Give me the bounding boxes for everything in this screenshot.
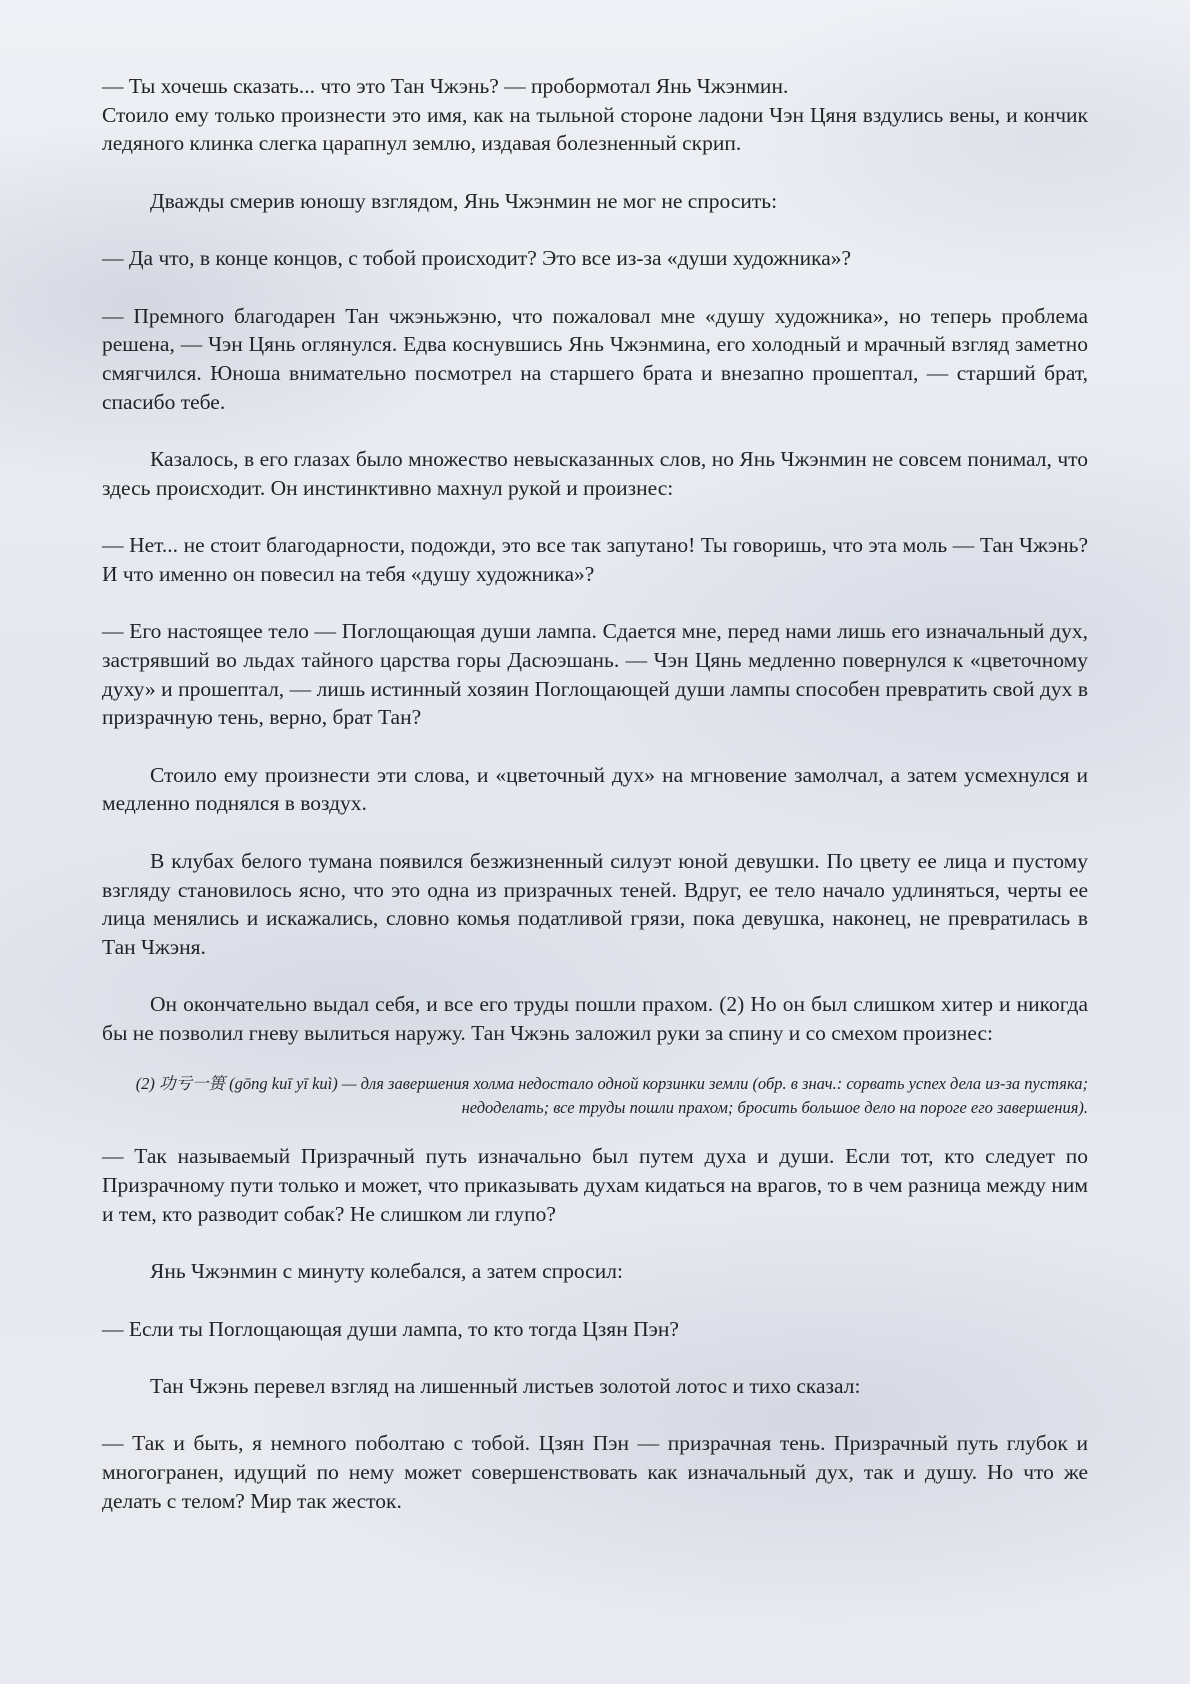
- footnote: (2) 功亏一篑 (gōng kuī yī kuì) — для завершения холма недостало одной корзинки земли (обр. в знач.: сорвать успех дела из-за пустяка; недоделать; все труды пошли прахом; бросить большое дело на пороге его завершения).: [135, 1074, 1088, 1118]
- paragraph: — Его настоящее тело — Поглощающая души лампа. Сдается мне, перед нами лишь его изначальный дух, застрявший во льдах тайного царства горы Дасюэшань. — Чэн Цянь медленно повернулся к «цветочному духу» и прошептал, — лишь истинный хозяин Поглощающей души лампы способен превратить свой дух в призрачную тень, верно, брат Тан?: [102, 619, 1088, 730]
- paragraph: В клубах белого тумана появился безжизненный силуэт юной девушки. По цвету ее лица и пустому взгляду становилось ясно, что это одна из призрачных теней. Вдруг, ее тело начало удлиняться, черты ее лица менялись и искажались, словно комья податливой грязи, пока девушка, наконец, не превратилась в Тан Чжэня.: [102, 848, 1088, 959]
- paragraph: — Если ты Поглощающая души лампа, то кто тогда Цзян Пэн?: [102, 1316, 679, 1341]
- paragraph: — Нет... не стоит благодарности, подожди, это все так запутано! Ты говоришь, что эта моль — Тан Чжэнь? И что именно он повесил на тебя «душу художника»?: [102, 533, 1088, 586]
- paragraph: Он окончательно выдал себя, и все его труды пошли прахом. (2) Но он был слишком хитер и никогда бы не позволил гневу вылиться наружу. Тан Чжэнь заложил руки за спину и со смехом произнес:: [102, 992, 1088, 1046]
- paragraph: Казалось, в его глазах было множество невысказанных слов, но Янь Чжэнмин не совсем понимал, что здесь происходит. Он инстинктивно махнул рукой и произнес:: [102, 447, 1088, 500]
- paragraph: — Да что, в конце концов, с тобой происходит? Это все из-за «души художника»?: [102, 246, 852, 271]
- paragraph: — Так называемый Призрачный путь изначально был путем духа и души. Если тот, кто следует по Призрачному пути только и может, что приказывать духам кидаться на врагов, то в чем разница между ним и тем, кто разводит собак? Не слишком ли глупо?: [102, 1144, 1088, 1226]
- paragraph: Тан Чжэнь перевел взгляд на лишенный листьев золотой лотос и тихо сказал:: [150, 1374, 861, 1399]
- page-body: [102, 72, 1088, 1544]
- paragraph: — Так и быть, я немного поболтаю с тобой. Цзян Пэн — призрачная тень. Призрачный путь глубок и многогранен, идущий по нему может совершенствовать как изначальный дух, так и душу. Но что же делать с телом? Мир так жесток.: [102, 1431, 1088, 1513]
- paragraph: Дважды смерив юношу взглядом, Янь Чжэнмин не мог не спросить:: [150, 188, 778, 213]
- paragraph: Стоило ему только произнести это имя, как на тыльной стороне ладони Чэн Цяня вздулись вены, и кончик ледяного клинка слегка царапнул землю, издавая болезненный скрип.: [102, 102, 1088, 156]
- paragraph: — Премного благодарен Тан чжэньжэню, что пожаловал мне «душу художника», но теперь проблема решена, — Чэн Цянь оглянулся. Едва коснувшись Янь Чжэнмина, его холодный и мрачный взгляд заметно смягчился. Юноша внимательно посмотрел на старшего брата и внезапно прошептал, — старший брат, спасибо тебе.: [102, 303, 1088, 414]
- paragraph: Янь Чжэнмин с минуту колебался, а затем спросил:: [150, 1259, 623, 1284]
- paragraph: Стоило ему произнести эти слова, и «цветочный дух» на мгновение замолчал, а затем усмехнулся и медленно поднялся в воздух.: [102, 762, 1088, 816]
- paragraph: — Ты хочешь сказать... что это Тан Чжэнь? — пробормотал Янь Чжэнмин.: [102, 74, 789, 98]
